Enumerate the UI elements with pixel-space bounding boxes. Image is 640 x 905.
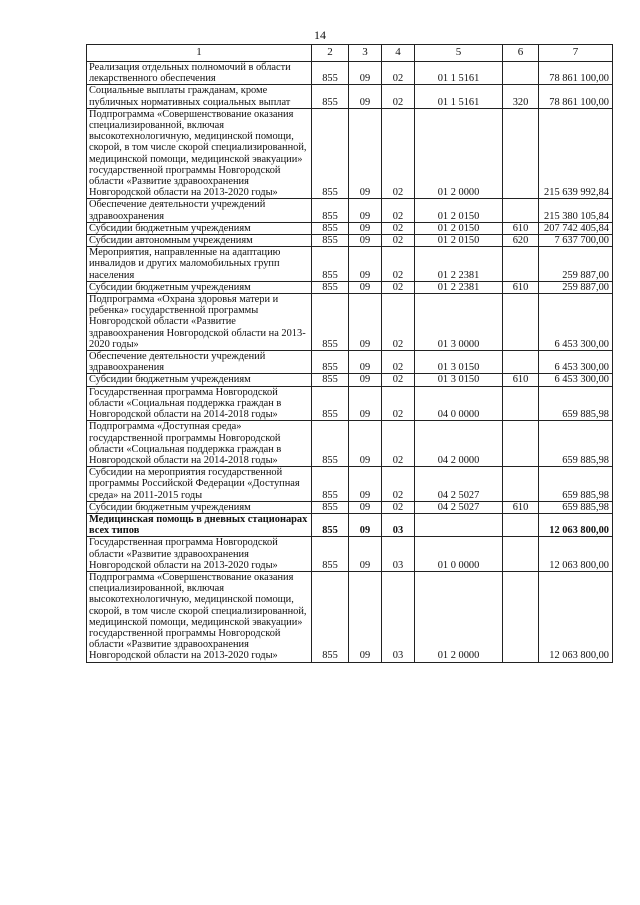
table-row: [87, 281, 613, 293]
expense-type-code: [503, 537, 539, 572]
target-article-code: 04 2 5027: [415, 467, 503, 502]
section-code: 09: [349, 386, 382, 421]
row-description: Субсидии бюджетным учреждениям: [87, 501, 312, 513]
section-code: 09: [349, 513, 382, 536]
ministry-code: 855: [312, 351, 349, 374]
row-description: Подпрограмма «Совершенствование оказания специализированной, включая высокотехнологичную, медицинской помощи, скорой, в том числе скорой специализированной, медицинской помощи, медицинской эвакуации» государственной программы Новгородской области «Развитие здравоохранения Новгородской области на 2013-2020 годы»: [87, 108, 312, 199]
ministry-code: 855: [312, 62, 349, 85]
section-code: 09: [349, 421, 382, 467]
ministry-code: 855: [312, 537, 349, 572]
section-code: 09: [349, 108, 382, 199]
ministry-code: 855: [312, 294, 349, 351]
subsection-code: 03: [382, 571, 415, 662]
amount-value: 659 885,98: [539, 501, 613, 513]
table-row: [87, 374, 613, 386]
row-description: Обеспечение деятельности учреждений здравоохранения: [87, 351, 312, 374]
target-article-code: 01 3 0150: [415, 374, 503, 386]
row-description: Государственная программа Новгородской области «Развитие здравоохранения Новгородской области на 2013-2020 годы»: [87, 537, 312, 572]
row-description: Медицинская помощь в дневных стационарах всех типов: [87, 513, 312, 536]
expense-type-code: 620: [503, 235, 539, 247]
section-code: 09: [349, 351, 382, 374]
column-header: 1: [87, 45, 312, 62]
expense-type-code: 610: [503, 281, 539, 293]
column-header: 6: [503, 45, 539, 62]
section-code: 09: [349, 571, 382, 662]
expense-type-code: 610: [503, 501, 539, 513]
table-body: [87, 62, 613, 663]
subsection-code: 02: [382, 247, 415, 282]
row-description: Мероприятия, направленные на адаптацию инвалидов и других маломобильных групп населения: [87, 247, 312, 282]
table-row: [87, 513, 613, 536]
target-article-code: 04 2 5027: [415, 501, 503, 513]
row-description: Подпрограмма «Совершенствование оказания специализированной, включая высокотехнологичную, медицинской помощи, скорой, в том числе скорой специализированной, медицинской помощи, медицинской эвакуации» государственной программы Новгородской области «Развитие здравоохранения Новгородской области на 2013-2020 годы»: [87, 571, 312, 662]
expense-type-code: [503, 108, 539, 199]
amount-value: 259 887,00: [539, 281, 613, 293]
expense-type-code: 610: [503, 374, 539, 386]
table-row: [87, 421, 613, 467]
amount-value: 78 861 100,00: [539, 62, 613, 85]
amount-value: 12 063 800,00: [539, 537, 613, 572]
header-row: [87, 45, 613, 62]
expense-type-code: [503, 247, 539, 282]
column-header: 2: [312, 45, 349, 62]
amount-value: 12 063 800,00: [539, 513, 613, 536]
table-row: [87, 62, 613, 85]
target-article-code: 01 2 0000: [415, 108, 503, 199]
table-row: [87, 294, 613, 351]
amount-value: 659 885,98: [539, 386, 613, 421]
expense-type-code: [503, 571, 539, 662]
column-header: 3: [349, 45, 382, 62]
table-row: [87, 351, 613, 374]
ministry-code: 855: [312, 247, 349, 282]
row-description: Субсидии бюджетным учреждениям: [87, 222, 312, 234]
ministry-code: 855: [312, 501, 349, 513]
subsection-code: 02: [382, 467, 415, 502]
amount-value: 78 861 100,00: [539, 85, 613, 108]
section-code: 09: [349, 247, 382, 282]
section-code: 09: [349, 501, 382, 513]
expense-type-code: [503, 467, 539, 502]
target-article-code: 01 3 0150: [415, 351, 503, 374]
subsection-code: 02: [382, 501, 415, 513]
table-row: [87, 571, 613, 662]
ministry-code: 855: [312, 85, 349, 108]
ministry-code: 855: [312, 513, 349, 536]
section-code: 09: [349, 374, 382, 386]
row-description: Субсидии бюджетным учреждениям: [87, 281, 312, 293]
amount-value: 215 639 992,84: [539, 108, 613, 199]
amount-value: 7 637 700,00: [539, 235, 613, 247]
target-article-code: 01 1 5161: [415, 62, 503, 85]
row-description: Подпрограмма «Охрана здоровья матери и ребенка» государственной программы Новгородской области «Развитие здравоохранения Новгородской области на 2013-2020 годы»: [87, 294, 312, 351]
expense-type-code: [503, 199, 539, 222]
row-description: Подпрограмма «Доступная среда» государственной программы Новгородской области «Социальная поддержка граждан в Новгородской области на 2014-2018 годы»: [87, 421, 312, 467]
target-article-code: 01 2 0150: [415, 199, 503, 222]
subsection-code: 02: [382, 222, 415, 234]
ministry-code: 855: [312, 374, 349, 386]
subsection-code: 02: [382, 85, 415, 108]
amount-value: 659 885,98: [539, 467, 613, 502]
subsection-code: 02: [382, 199, 415, 222]
table-row: [87, 235, 613, 247]
row-description: Реализация отдельных полномочий в области лекарственного обеспечения: [87, 62, 312, 85]
expense-type-code: [503, 294, 539, 351]
ministry-code: 855: [312, 199, 349, 222]
table-row: [87, 108, 613, 199]
subsection-code: 02: [382, 108, 415, 199]
row-description: Субсидии на мероприятия государственной программы Российской Федерации «Доступная среда» на 2011-2015 годы: [87, 467, 312, 502]
expense-type-code: [503, 386, 539, 421]
target-article-code: 01 1 5161: [415, 85, 503, 108]
target-article-code: 01 2 0150: [415, 235, 503, 247]
section-code: 09: [349, 62, 382, 85]
section-code: 09: [349, 235, 382, 247]
subsection-code: 02: [382, 294, 415, 351]
section-code: 09: [349, 199, 382, 222]
table-row: [87, 222, 613, 234]
column-header: 4: [382, 45, 415, 62]
section-code: 09: [349, 537, 382, 572]
table-row: [87, 501, 613, 513]
ministry-code: 855: [312, 386, 349, 421]
section-code: 09: [349, 222, 382, 234]
amount-value: 207 742 405,84: [539, 222, 613, 234]
target-article-code: [415, 513, 503, 536]
expense-type-code: [503, 421, 539, 467]
target-article-code: 01 0 0000: [415, 537, 503, 572]
row-description: Государственная программа Новгородской области «Социальная поддержка граждан в Новгородской области на 2014-2018 годы»: [87, 386, 312, 421]
ministry-code: 855: [312, 467, 349, 502]
amount-value: 6 453 300,00: [539, 294, 613, 351]
section-code: 09: [349, 467, 382, 502]
expense-type-code: [503, 62, 539, 85]
row-description: Субсидии бюджетным учреждениям: [87, 374, 312, 386]
table-row: [87, 199, 613, 222]
expense-type-code: [503, 513, 539, 536]
subsection-code: 02: [382, 281, 415, 293]
table-row: [87, 247, 613, 282]
target-article-code: 04 0 0000: [415, 386, 503, 421]
section-code: 09: [349, 294, 382, 351]
target-article-code: 01 3 0000: [415, 294, 503, 351]
target-article-code: 01 2 2381: [415, 247, 503, 282]
ministry-code: 855: [312, 222, 349, 234]
table-row: [87, 467, 613, 502]
ministry-code: 855: [312, 421, 349, 467]
amount-value: 6 453 300,00: [539, 374, 613, 386]
column-header: 5: [415, 45, 503, 62]
ministry-code: 855: [312, 235, 349, 247]
subsection-code: 02: [382, 62, 415, 85]
expense-type-code: [503, 351, 539, 374]
amount-value: 6 453 300,00: [539, 351, 613, 374]
subsection-code: 02: [382, 374, 415, 386]
target-article-code: 01 2 2381: [415, 281, 503, 293]
amount-value: 12 063 800,00: [539, 571, 613, 662]
subsection-code: 03: [382, 513, 415, 536]
amount-value: 659 885,98: [539, 421, 613, 467]
table-row: [87, 386, 613, 421]
ministry-code: 855: [312, 571, 349, 662]
table-row: [87, 85, 613, 108]
amount-value: 259 887,00: [539, 247, 613, 282]
ministry-code: 855: [312, 108, 349, 199]
section-code: 09: [349, 85, 382, 108]
subsection-code: 02: [382, 386, 415, 421]
subsection-code: 03: [382, 537, 415, 572]
ministry-code: 855: [312, 281, 349, 293]
page-number: 14: [314, 28, 326, 42]
subsection-code: 02: [382, 235, 415, 247]
expense-type-code: 610: [503, 222, 539, 234]
budget-table: [86, 44, 613, 663]
subsection-code: 02: [382, 351, 415, 374]
row-description: Социальные выплаты гражданам, кроме публичных нормативных социальных выплат: [87, 85, 312, 108]
column-header: 7: [539, 45, 613, 62]
section-code: 09: [349, 281, 382, 293]
amount-value: 215 380 105,84: [539, 199, 613, 222]
row-description: Обеспечение деятельности учреждений здравоохранения: [87, 199, 312, 222]
expense-type-code: 320: [503, 85, 539, 108]
table-row: [87, 537, 613, 572]
target-article-code: 04 2 0000: [415, 421, 503, 467]
row-description: Субсидии автономным учреждениям: [87, 235, 312, 247]
subsection-code: 02: [382, 421, 415, 467]
target-article-code: 01 2 0150: [415, 222, 503, 234]
target-article-code: 01 2 0000: [415, 571, 503, 662]
